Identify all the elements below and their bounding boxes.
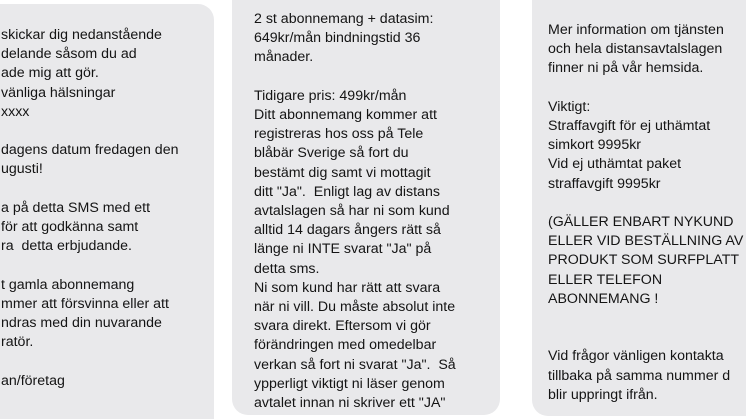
message-line: blir uppringt ifrån. (548, 386, 658, 403)
message-line: ditt "Ja". Enligt lag av distans (254, 183, 440, 200)
message-line: månader. (254, 49, 314, 66)
message-line: avtalet innan ni skriver ett "JA" (254, 395, 446, 412)
message-line: Ni som kund har rätt att svara (254, 279, 441, 296)
message-line: ELLER TELEFON (548, 271, 663, 288)
message-line: Ditt abonnemang kommer att (254, 107, 437, 124)
middle-screenshot-panel (222, 0, 514, 419)
message-line: an/företag (1, 372, 65, 389)
message-line: ade mig att gör. (1, 65, 99, 82)
message-line: finner ni på vår hemsida. (548, 60, 704, 77)
message-line: verkan så fort ni svarat "Ja". Så (254, 356, 456, 373)
message-line: ugusti! (1, 161, 43, 178)
message-line: mmer att försvinna eller att (1, 295, 169, 312)
message-line: länge ni INTE svarat "Ja" på (254, 241, 432, 258)
message-line: bestämt dig samt vi mottagit (254, 164, 431, 181)
message-line: svara direkt. Eftersom vi gör (254, 318, 431, 335)
message-line: för att godkänna samt (1, 219, 139, 236)
message-line: ra detta erbjudande. (1, 238, 132, 255)
message-line: skickar dig nedanstående (1, 27, 162, 43)
message-line: vänliga hälsningar (1, 84, 116, 101)
message-line: dagens datum fredagen den (1, 142, 179, 159)
middle-message-text (254, 10, 456, 413)
message-line: (GÄLLER ENBART NYKUND (548, 214, 734, 231)
message-line: a på detta SMS med ett (1, 199, 151, 216)
message-line: t gamla abonnemang (1, 276, 135, 293)
message-line: ABONNEMANG ! (548, 290, 659, 307)
message-line: ndras med din nuvarande (1, 315, 162, 332)
right-message-bubble[interactable] (532, 0, 746, 416)
message-line: Tidigare pris: 499kr/mån (254, 87, 407, 104)
message-line: blåbär Sverige så fort du (254, 145, 409, 162)
message-line: Viktigt: (548, 98, 591, 115)
message-line: simkort 9995kr (548, 137, 642, 154)
message-line: delande såsom du ad (1, 46, 137, 63)
left-screenshot-panel (0, 0, 216, 419)
message-line: 2 st abonnemang + datasim: (254, 11, 434, 27)
message-line: när ni vill. Du måste absolut inte (254, 299, 456, 316)
message-line: ratör. (1, 334, 34, 351)
message-line: Straffavgift för ej uthämtat (548, 118, 711, 135)
left-message-bubble[interactable] (0, 4, 214, 419)
middle-message-bubble[interactable] (232, 0, 500, 415)
right-message-text (548, 21, 743, 405)
message-line: PRODUKT SOM SURFPLATT (548, 252, 740, 269)
message-line: registreras hos oss på Tele (254, 126, 424, 143)
message-line: straffavgift 9995kr (548, 175, 661, 192)
message-line: xxxx (1, 103, 30, 120)
message-line: tillbaka på samma nummer d (548, 367, 731, 384)
message-line: Vid frågor vänligen kontakta (548, 348, 724, 365)
message-line: och hela distansavtalslagen (548, 41, 723, 58)
message-line: detta sms. (254, 260, 320, 277)
message-line: ypperligt viktigt ni läser genom (254, 375, 445, 392)
right-screenshot-panel (520, 0, 746, 419)
message-line: ELLER VID BESTÄLLNING AV (548, 233, 744, 250)
message-line: Mer information om tjänsten (548, 22, 724, 38)
left-message-text (1, 26, 178, 391)
message-line: avtalslagen så har ni som kund (254, 203, 450, 220)
message-line: alltid 14 dagars ångers rätt så (254, 222, 441, 239)
message-line: Vid ej uthämtat paket (548, 156, 682, 173)
message-line: 649kr/mån bindningstid 36 (254, 30, 421, 47)
message-line: förändringen med omedelbar (254, 337, 437, 354)
